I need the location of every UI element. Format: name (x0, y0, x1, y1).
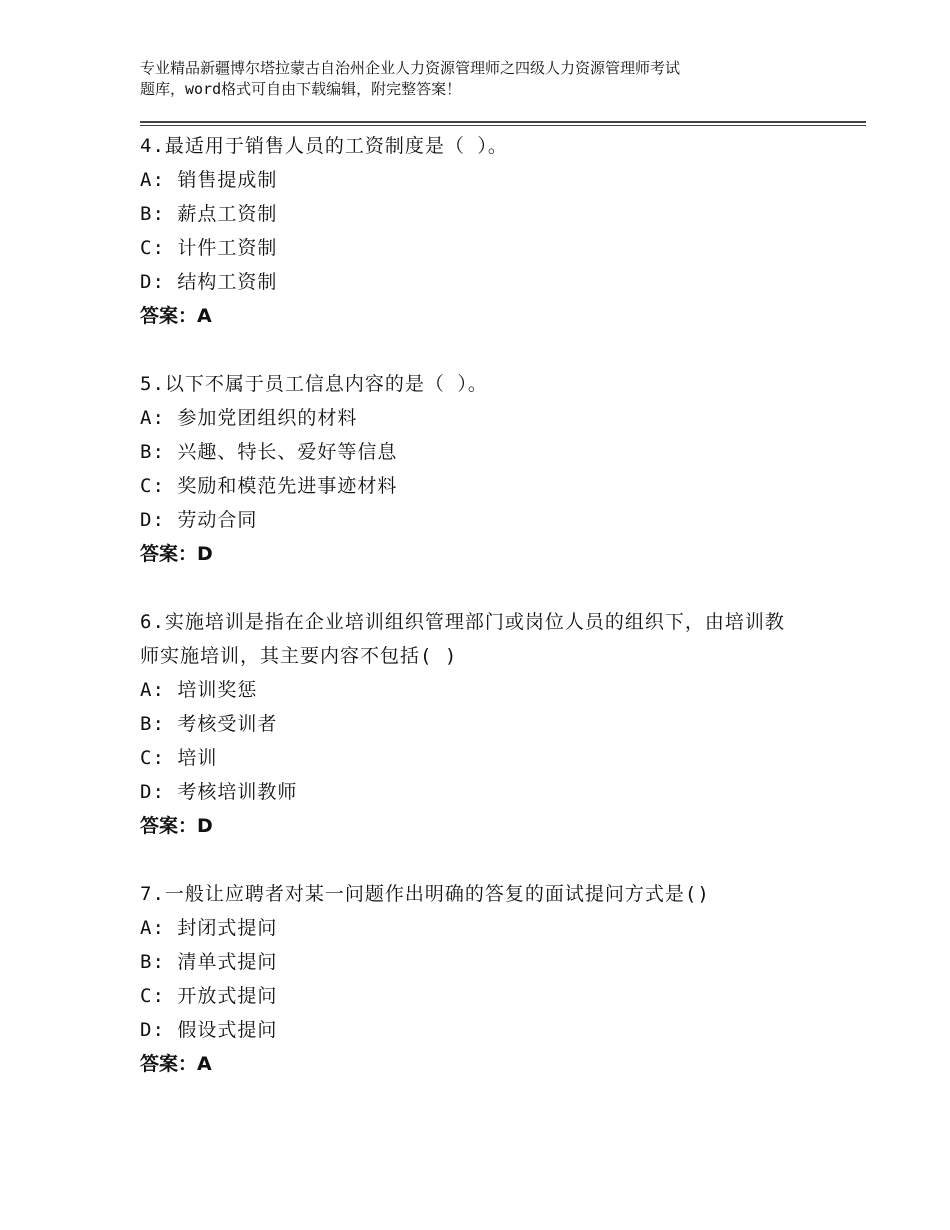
option-d: D: 劳动合同 (140, 509, 258, 531)
header-divider-thin (140, 125, 866, 126)
option-a: A: 培训奖惩 (140, 679, 258, 701)
answer-label: 答案：D (140, 815, 213, 837)
option-a: A: 销售提成制 (140, 169, 278, 191)
option-d: D: 结构工资制 (140, 271, 278, 293)
question-5 (140, 367, 840, 571)
question-4 (140, 129, 840, 333)
option-b: B: 兴趣、特长、爱好等信息 (140, 441, 398, 463)
header-divider-thick (140, 121, 866, 123)
question-stem: 7.一般让应聘者对某一问题作出明确的答复的面试提问方式是() (140, 883, 710, 905)
header-line-1: 专业精品新疆博尔塔拉蒙古自治州企业人力资源管理师之四级人力资源管理师考试 (140, 59, 681, 77)
question-7 (140, 877, 840, 1081)
option-c: C: 计件工资制 (140, 237, 278, 259)
question-stem: 4.最适用于销售人员的工资制度是（ ）。 (140, 135, 508, 157)
option-a: A: 封闭式提问 (140, 917, 278, 939)
option-b: B: 薪点工资制 (140, 203, 278, 225)
option-d: D: 假设式提问 (140, 1019, 278, 1041)
option-c: C: 奖励和模范先进事迹材料 (140, 475, 398, 497)
option-c: C: 开放式提问 (140, 985, 278, 1007)
option-b: B: 清单式提问 (140, 951, 278, 973)
answer-label: 答案：A (140, 305, 212, 327)
option-c: C: 培训 (140, 747, 218, 769)
question-stem: 5.以下不属于员工信息内容的是（ ）。 (140, 373, 488, 395)
header-line-2: 题库，word格式可自由下载编辑，附完整答案！ (140, 80, 462, 98)
question-list (140, 129, 840, 1081)
option-a: A: 参加党团组织的材料 (140, 407, 358, 429)
option-d: D: 考核培训教师 (140, 781, 298, 803)
question-6 (140, 605, 840, 843)
answer-label: 答案：D (140, 543, 213, 565)
answer-label: 答案：A (140, 1053, 212, 1075)
option-b: B: 考核受训者 (140, 713, 278, 735)
question-stem: 6.实施培训是指在企业培训组织管理部门或岗位人员的组织下，由培训教师实施培训，其主要内容不包括( ) (140, 611, 785, 667)
document-header (140, 58, 840, 100)
